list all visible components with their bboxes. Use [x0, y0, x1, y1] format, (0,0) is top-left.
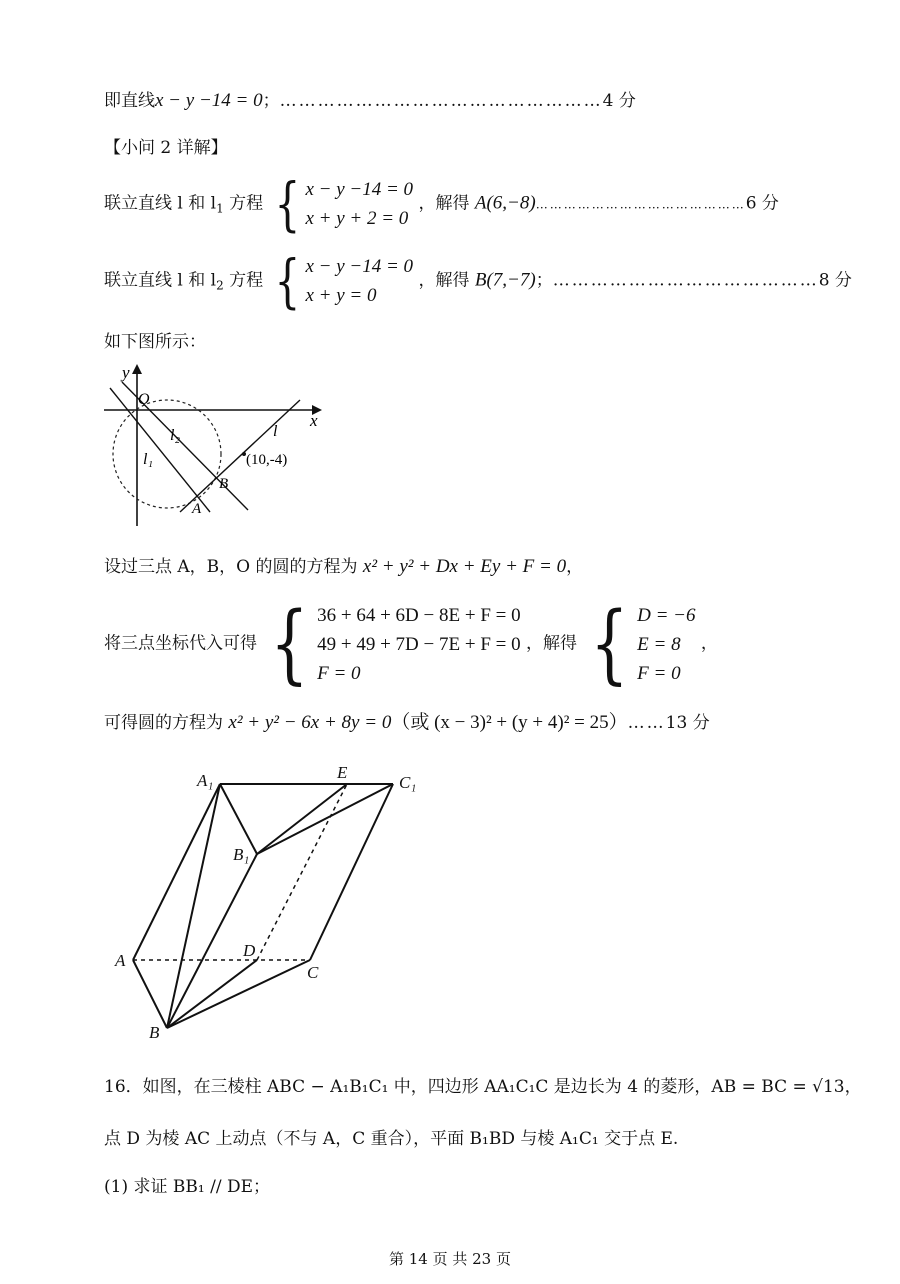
text: 方程: [223, 270, 264, 291]
equation: x + y = 0: [305, 285, 377, 306]
solution-system: [582, 594, 695, 694]
system-1: [104, 170, 779, 238]
text: ，解得: [526, 633, 578, 654]
circle-through-ABO: [113, 400, 221, 508]
left-brace: {: [590, 594, 629, 694]
score: 4 分: [602, 91, 636, 111]
label-x: x: [310, 411, 318, 430]
label-point: (10,-4): [246, 452, 288, 468]
edge-B1C1: [257, 784, 393, 854]
equation: D = −6: [637, 604, 696, 626]
subscript: 1: [216, 201, 224, 216]
page-footer: 第 14 页 共 23 页: [388, 1250, 511, 1268]
equation: 36 + 64 + 6D − 8E + F = 0: [317, 604, 521, 626]
left-brace: {: [274, 170, 300, 238]
text: ，解得: [418, 270, 475, 291]
line-l1: [110, 388, 210, 512]
text: 设过三点 A，B，O 的圆的方程为: [104, 557, 363, 577]
left-brace: {: [270, 594, 309, 694]
text: 联立直线 l 和 l: [104, 270, 217, 291]
label-A: A: [115, 951, 126, 970]
text: 即直线: [104, 91, 155, 111]
substitution: [104, 594, 718, 694]
section-heading: 【小问 2 详解】: [104, 138, 228, 158]
label-B: B: [149, 1023, 160, 1042]
label-l1: l₁: [143, 451, 154, 468]
score: 8 分: [818, 270, 852, 291]
math-expression: （或 (x − 3)² + (y + 4)² = 25）: [391, 712, 628, 733]
equation: F = 0: [317, 662, 361, 684]
edge-A1B1: [220, 784, 257, 854]
equation: F = 0: [637, 662, 681, 684]
equation-system: [262, 594, 520, 694]
label-l: l: [273, 423, 278, 440]
label-B1: B₁: [233, 845, 250, 864]
math-expression: x − y −14 = 0: [155, 90, 263, 111]
system-2: [104, 247, 852, 315]
math-expression: x² + y² + Dx + Ey + F = 0: [362, 556, 567, 577]
leader-dots: ……………………………………………: [279, 91, 603, 111]
problem-16-line-3: (1) 求证 BB₁ // DE；: [104, 1177, 270, 1197]
edge-DE-hidden: [257, 784, 347, 960]
math-expression: B(7,−7): [474, 269, 536, 291]
equation: x + y + 2 = 0: [305, 208, 409, 229]
label-y: y: [122, 363, 130, 382]
math-expression: x² + y² − 6x + 8y = 0: [228, 712, 392, 733]
text: 将三点坐标代入可得: [104, 633, 257, 654]
label-l2: l₂: [170, 427, 181, 444]
label-B: B: [219, 476, 229, 492]
equation: x − y −14 = 0: [305, 256, 414, 277]
score: 6 分: [745, 193, 779, 214]
edge-B1E: [257, 784, 347, 854]
line-answer-1: [104, 86, 636, 112]
coordinate-graph: [100, 360, 340, 535]
text: 可得圆的方程为: [104, 713, 229, 733]
prism-figure: [105, 760, 435, 1050]
label-C: C: [307, 963, 319, 982]
label-D: D: [243, 941, 256, 960]
edge-BC: [167, 960, 310, 1028]
text: ；: [535, 270, 553, 291]
left-brace: {: [274, 247, 300, 315]
leader-dots: ……………………………………: [552, 270, 819, 291]
leader-dots: ……: [627, 713, 666, 733]
edge-A1A: [133, 784, 220, 960]
y-axis-arrow: [132, 364, 142, 374]
text: 方程: [223, 193, 264, 214]
problem-16-line-2: 点 D 为棱 AC 上动点（不与 A，C 重合），平面 B₁BD 与棱 A₁C₁ 交于点 E.: [104, 1129, 679, 1149]
score: 13 分: [665, 713, 710, 733]
edge-AB: [133, 960, 167, 1028]
edge-C1C: [310, 784, 393, 960]
text: 联立直线 l 和 l: [104, 193, 217, 214]
circle-equation: [104, 707, 710, 734]
label-C1: C₁: [399, 773, 417, 792]
label-E: E: [337, 763, 348, 782]
text: ；: [262, 91, 280, 111]
label-origin: O: [138, 391, 150, 408]
equation-system: [269, 170, 414, 238]
equation: x − y −14 = 0: [305, 179, 414, 200]
equation: E = 8: [637, 633, 681, 655]
label-A1: A₁: [197, 771, 214, 790]
problem-16-line-1: 16．如图，在三棱柱 ABC − A₁B₁C₁ 中，四边形 AA₁C₁C 是边长为 4 的菱形，AB = BC = √13，: [104, 1077, 862, 1097]
leader-dots: ………………………………………: [535, 197, 746, 212]
text: ，解得: [418, 193, 475, 214]
edge-A1B: [167, 784, 220, 1028]
equation: 49 + 49 + 7D − 7E + F = 0: [317, 633, 521, 655]
text: ，: [566, 557, 584, 577]
circle-setup: [104, 552, 583, 578]
subscript: 2: [216, 278, 224, 293]
math-expression: A(6,−8): [474, 192, 536, 214]
figure-intro: 如下图所示：: [104, 332, 206, 352]
label-A: A: [192, 501, 202, 517]
equation-system: [269, 247, 414, 315]
text: ，: [700, 633, 718, 654]
